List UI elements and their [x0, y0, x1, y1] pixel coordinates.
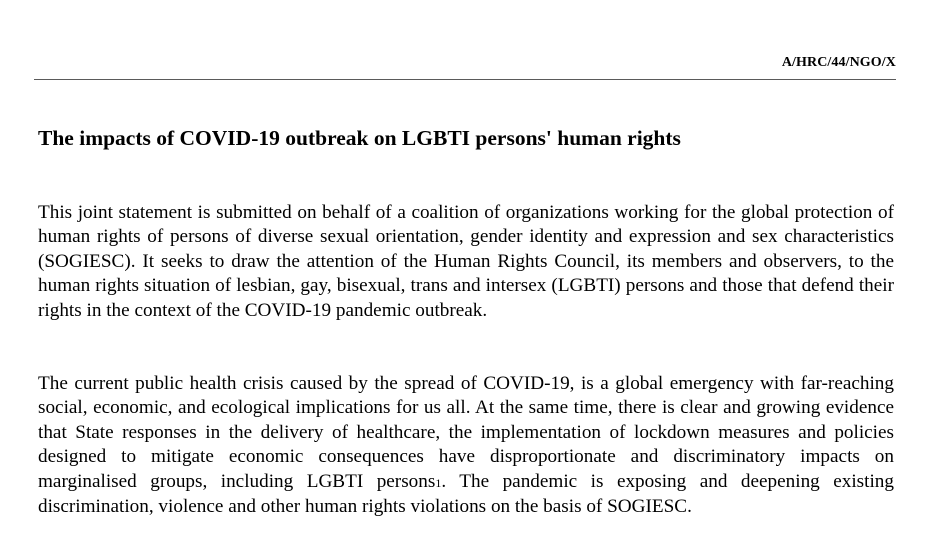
document-symbol: A/HRC/44/NGO/X — [781, 55, 896, 70]
paragraph-crisis-text-end: . The pandemic is exposing and deepening existing discrimination, violence and other human rights violations on the basis of SOGIESC. — [38, 470, 894, 518]
paragraph-intro: This joint statement is submitted on behalf of a coalition of organizations working for the global protection of human rights of persons of diverse sexual orientation, gender identity and expression and sex characteristics (SOGIESC). It seeks to draw the attention of the Human Rights Council, its members and observers, to the human rights situation of lesbian, gay, bisexual, trans and intersex (LGBTI) persons and those that defend their rights in the context of the COVID-19 pandemic outbreak. — [38, 202, 894, 321]
paragraph-crisis — [38, 372, 894, 519]
statement-title: The impacts of COVID-19 outbreak on LGBTI persons' human rights — [38, 126, 681, 150]
footnote-reference[interactable]: 1 — [435, 475, 442, 490]
document-header — [34, 53, 896, 80]
paragraph-crisis-text-start: The current public health crisis caused by the spread of COVID-19, is a global emergency with far-reaching social, economic, and ecological implications for us all. At the same time, there is clear and growing evidence that State responses in the delivery of healthcare, the implementation of lockdown measures and policies designed to mitigate economic consequences have disproportionate and discriminatory impacts on marginalised groups, including LGBTI persons — [38, 373, 894, 492]
